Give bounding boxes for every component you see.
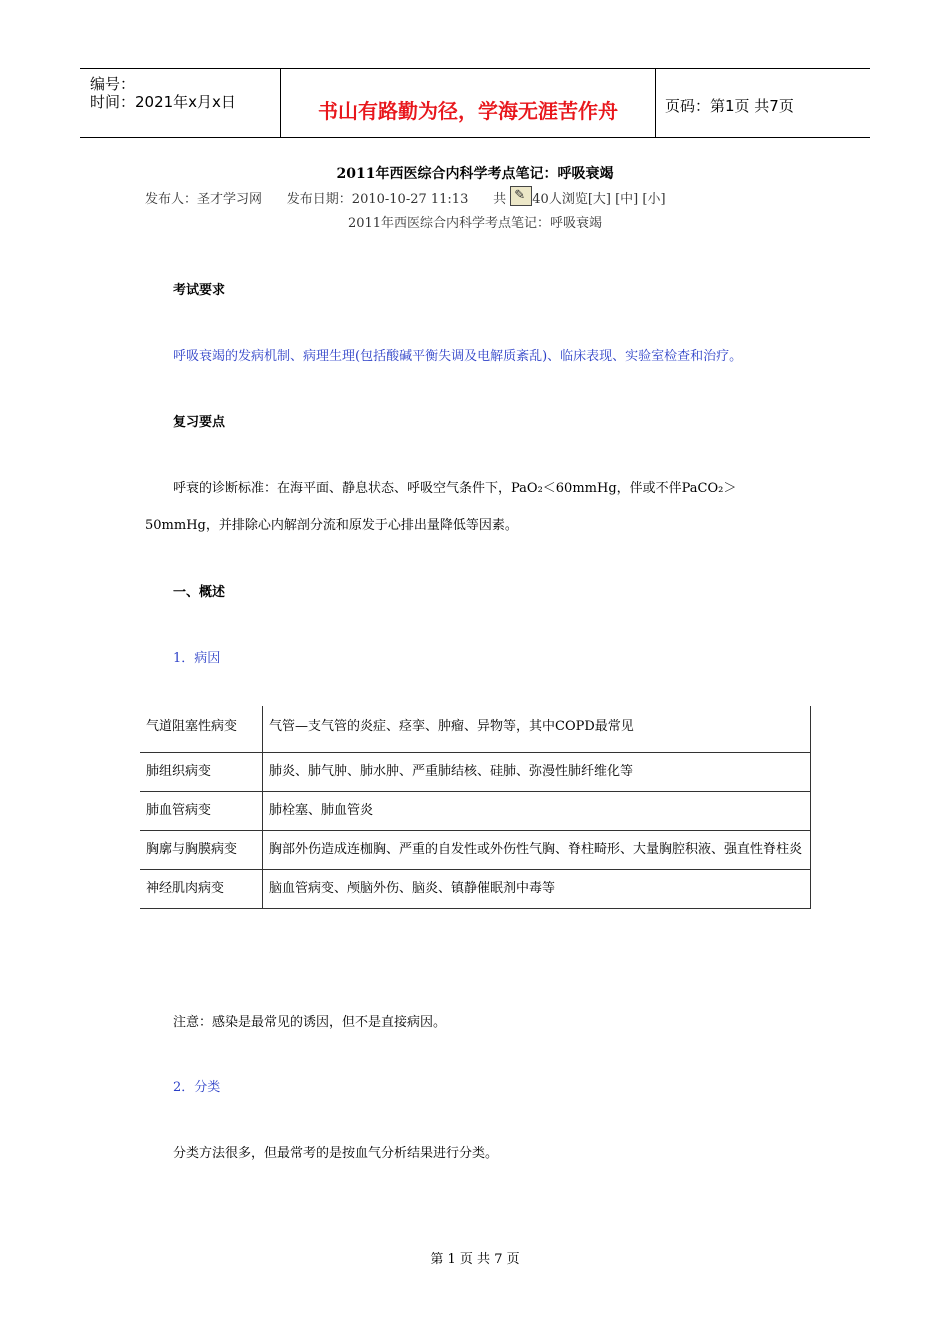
classification-text: 分类方法很多，但最常考的是按血气分析结果进行分类。: [173, 1146, 499, 1161]
diagnosis-criteria-line1: 呼衰的诊断标准：在海平面、静息状态、呼吸空气条件下，PaO₂＜60mmHg，伴或不伴PaCO₂＞: [173, 481, 737, 496]
cause-detail-cell: 脑血管病变、颅脑外伤、脑炎、镇静催眠剂中毒等: [263, 870, 811, 909]
number-label: 编号：: [90, 75, 136, 93]
cause-category-cell: 肺血管病变: [140, 792, 263, 831]
table-row: [140, 753, 811, 792]
exam-requirements-text: 呼吸衰竭的发病机制、病理生理(包括酸碱平衡失调及电解质紊乱)、临床表现、实验室检查和治疗。: [173, 349, 743, 364]
cause-detail-cell: 气管—支气管的炎症、痉挛、肿瘤、异物等，其中COPD最常见: [263, 706, 811, 753]
article-title: 2011年西医综合内科学考点笔记：呼吸衰竭: [336, 166, 614, 182]
meta-publisher-date: 发布人：圣才学习网 发布日期：2010-10-27 11:13 共: [145, 192, 507, 207]
table-row: [140, 792, 811, 831]
overview-heading: 一、概述: [173, 585, 226, 600]
cause-detail-cell: 肺炎、肺气肿、肺水肿、严重肺结核、硅肺、弥漫性肺纤维化等: [263, 753, 811, 792]
article-subtitle: 2011年西医综合内科学考点笔记：呼吸衰竭: [347, 216, 603, 231]
classification-heading: 2．分类: [173, 1080, 221, 1095]
page-footer: 第 1 页 共 7 页: [430, 1252, 520, 1267]
diagnosis-criteria-line2: 50mmHg，并排除心内解剖分流和原发于心排出量降低等因素。: [145, 518, 518, 533]
article-meta: [145, 186, 666, 207]
exam-requirements-heading: 考试要求: [173, 283, 226, 298]
causes-table: [140, 706, 811, 909]
page-label: 页码：第1页 共7页: [665, 97, 794, 115]
header-page-cell: [655, 69, 870, 137]
motto: 书山有路勤为径，学海无涯苦作舟: [318, 99, 618, 123]
table-row: [140, 870, 811, 909]
cause-detail-cell: 胸部外伤造成连枷胸、严重的自发性或外伤性气胸、脊柱畸形、大量胸腔积液、强直性脊柱炎: [263, 831, 811, 870]
meta-views: 40人浏览[大] [中] [小]: [532, 192, 666, 207]
note-text: 注意：感染是最常见的诱因，但不是直接病因。: [173, 1015, 447, 1030]
table-row: [140, 706, 811, 753]
cause-category-cell: 胸廓与胸膜病变: [140, 831, 263, 870]
cause-heading: 1．病因: [173, 651, 221, 666]
header-motto-cell: [280, 69, 656, 137]
cause-category-cell: 神经肌肉病变: [140, 870, 263, 909]
cause-detail-cell: 肺栓塞、肺血管炎: [263, 792, 811, 831]
page-header: [80, 68, 870, 138]
review-points-heading: 复习要点: [173, 415, 226, 430]
cause-category-cell: 肺组织病变: [140, 753, 263, 792]
edit-paper-icon: ✎: [510, 186, 532, 206]
time-label: 时间：2021年x月x日: [90, 93, 236, 111]
header-info-cell: [80, 69, 280, 137]
table-row: [140, 831, 811, 870]
cause-category-cell: 气道阻塞性病变: [140, 706, 263, 753]
